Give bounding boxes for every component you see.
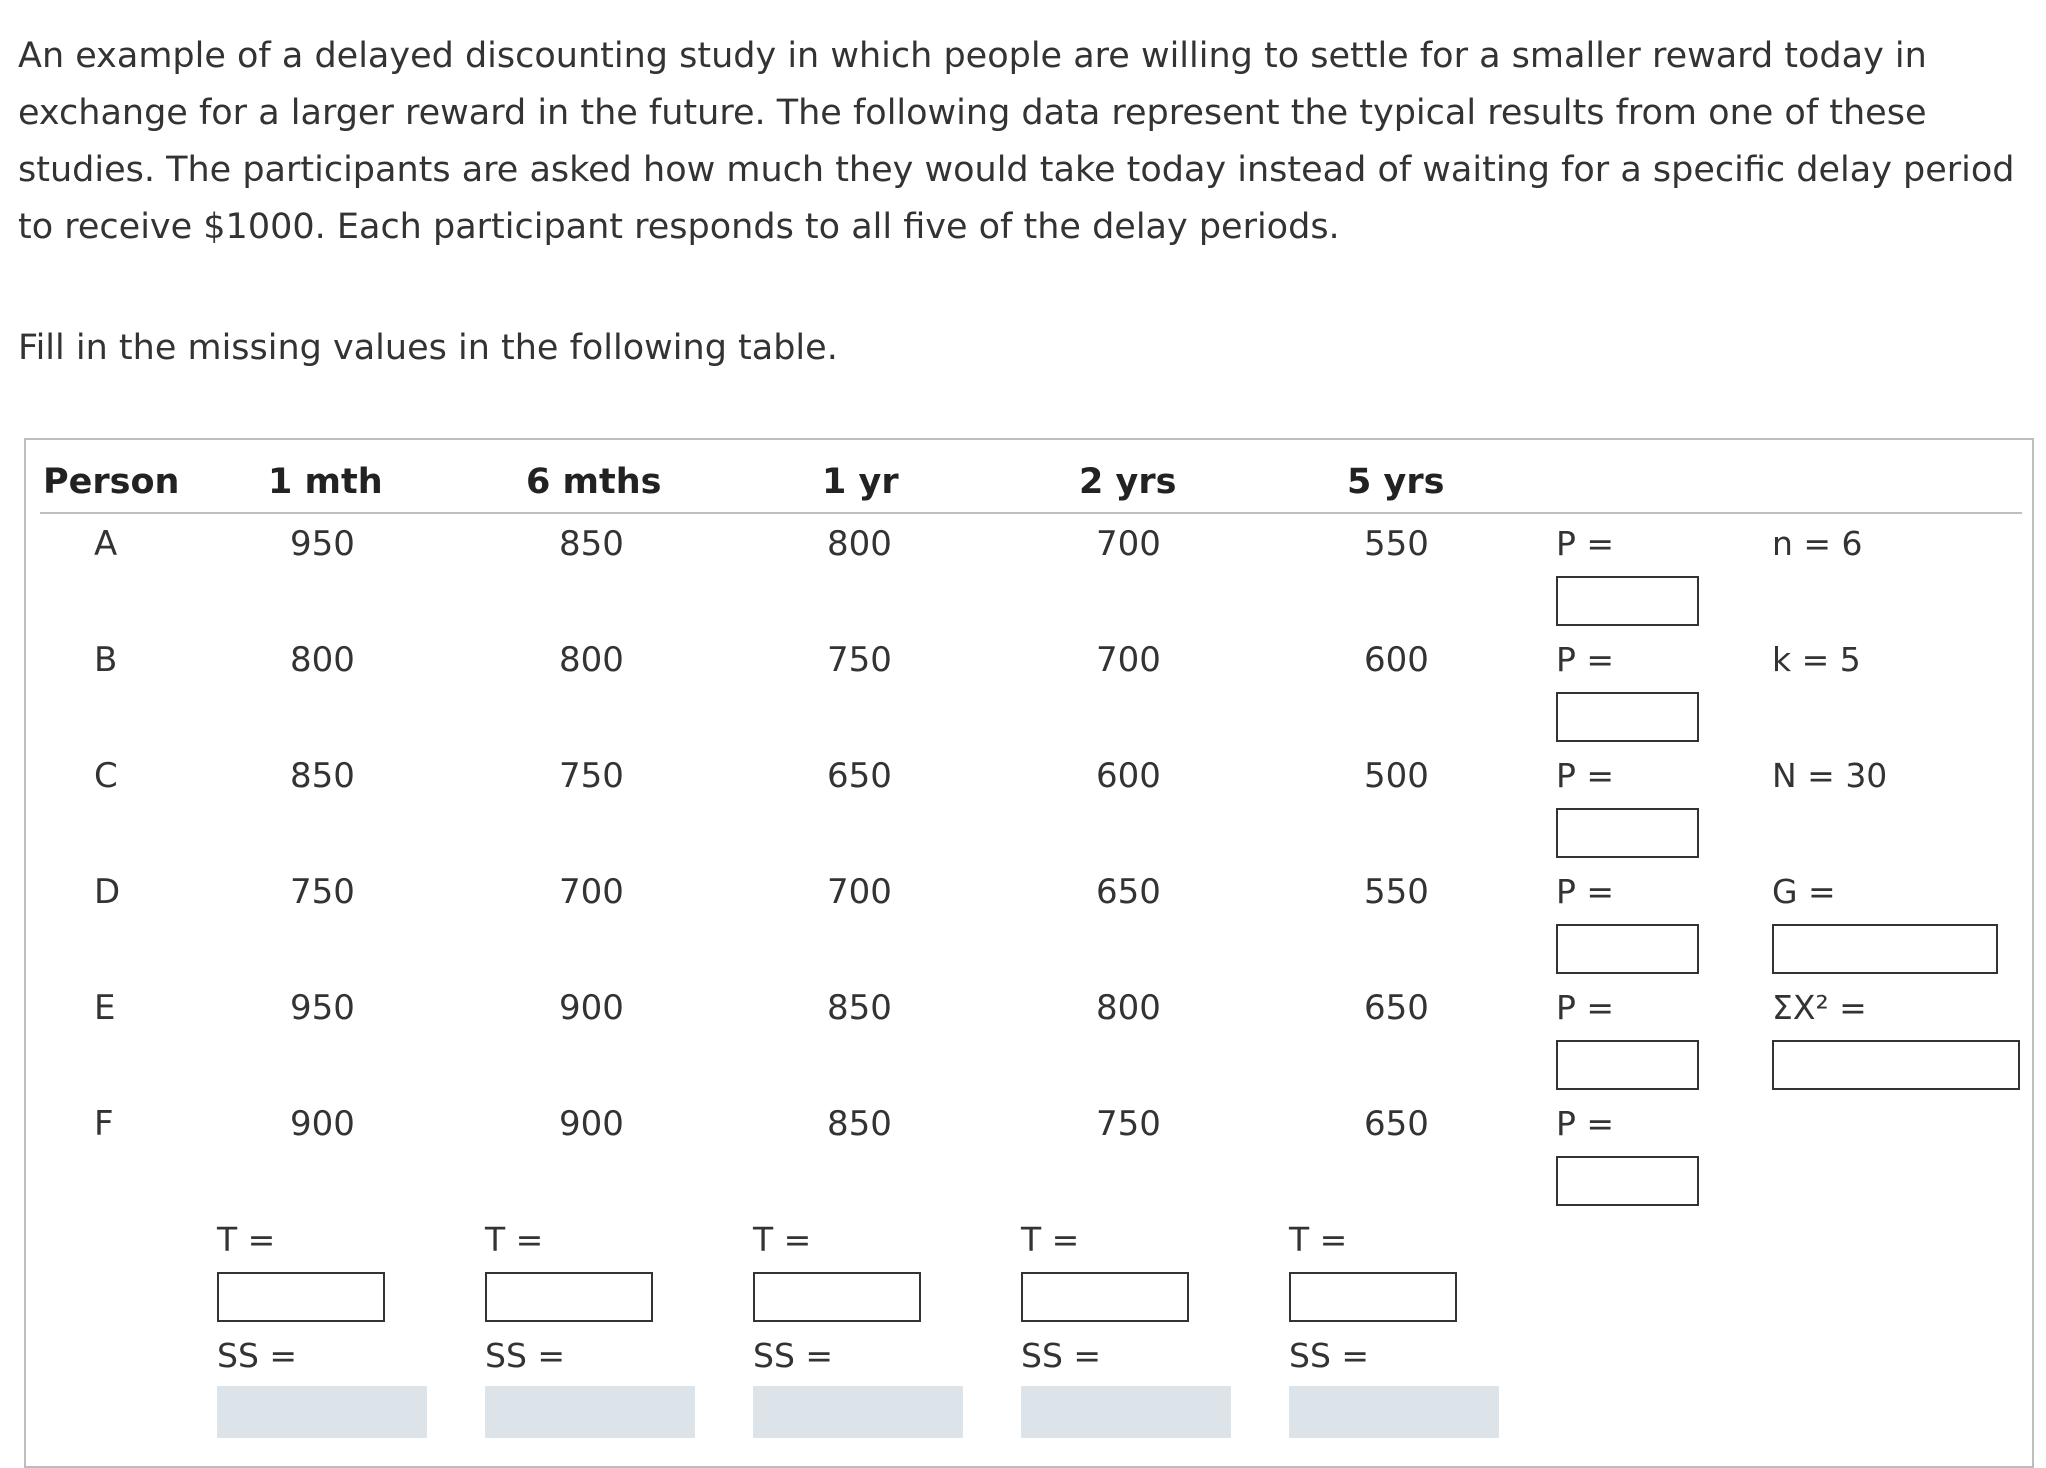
value-cell: 650: [1364, 988, 1429, 1028]
person-label: E: [94, 988, 116, 1028]
header-2-yrs: 2 yrs: [1079, 462, 1177, 502]
value-cell: 800: [559, 640, 624, 680]
ss-input-5-yrs[interactable]: [1289, 1386, 1499, 1438]
t-label: T =: [217, 1220, 276, 1259]
value-cell: 650: [827, 756, 892, 796]
header-1-mth: 1 mth: [268, 462, 383, 502]
p-input-f[interactable]: [1556, 1156, 1699, 1206]
value-cell: 750: [1096, 1104, 1161, 1144]
person-label: C: [94, 756, 118, 796]
person-label: A: [94, 524, 118, 564]
n-stat: n = 6: [1772, 524, 1863, 563]
sum-x-squared-input[interactable]: [1772, 1040, 2020, 1090]
value-cell: 550: [1364, 524, 1429, 564]
p-label: P =: [1556, 1104, 1615, 1143]
value-cell: 900: [559, 1104, 624, 1144]
value-cell: 600: [1364, 640, 1429, 680]
person-label: B: [94, 640, 118, 680]
t-input-1-mth[interactable]: [217, 1272, 385, 1322]
ss-label: SS =: [753, 1336, 834, 1375]
p-input-a[interactable]: [1556, 576, 1699, 626]
value-cell: 950: [290, 524, 355, 564]
p-input-d[interactable]: [1556, 924, 1699, 974]
k-stat: k = 5: [1772, 640, 1861, 679]
g-input[interactable]: [1772, 924, 1998, 974]
ss-label: SS =: [217, 1336, 298, 1375]
t-label: T =: [753, 1220, 812, 1259]
instruction-text: Fill in the missing values in the following table.: [18, 328, 838, 368]
value-cell: 500: [1364, 756, 1429, 796]
header-6-mths: 6 mths: [526, 462, 662, 502]
ss-label: SS =: [485, 1336, 566, 1375]
ss-input-1-yr[interactable]: [753, 1386, 963, 1438]
t-input-1-yr[interactable]: [753, 1272, 921, 1322]
value-cell: 800: [290, 640, 355, 680]
value-cell: 700: [559, 872, 624, 912]
value-cell: 700: [1096, 524, 1161, 564]
value-cell: 850: [827, 988, 892, 1028]
big-n-stat: N = 30: [1772, 756, 1888, 795]
p-label: P =: [1556, 640, 1615, 679]
p-label: P =: [1556, 756, 1615, 795]
value-cell: 950: [290, 988, 355, 1028]
value-cell: 650: [1096, 872, 1161, 912]
value-cell: 750: [559, 756, 624, 796]
t-input-6-mths[interactable]: [485, 1272, 653, 1322]
p-label: P =: [1556, 988, 1615, 1027]
data-table: [24, 438, 2034, 1468]
ss-input-2-yrs[interactable]: [1021, 1386, 1231, 1438]
intro-text: An example of a delayed discounting study in which people are willing to settle for a smaller reward today in exchange for a larger reward in the future. The following data represent the typical results from one of these studies. The participants are asked how much they would take today instead of waiting for a specific delay period to receive $1000. Each participant responds to all five of the delay periods.: [18, 36, 2015, 247]
value-cell: 700: [1096, 640, 1161, 680]
header-person: Person: [43, 462, 180, 502]
value-cell: 800: [827, 524, 892, 564]
p-input-c[interactable]: [1556, 808, 1699, 858]
header-5-yrs: 5 yrs: [1347, 462, 1445, 502]
g-label: G =: [1772, 872, 1836, 911]
value-cell: 850: [827, 1104, 892, 1144]
value-cell: 600: [1096, 756, 1161, 796]
value-cell: 900: [559, 988, 624, 1028]
ss-label: SS =: [1021, 1336, 1102, 1375]
ss-input-6-mths[interactable]: [485, 1386, 695, 1438]
value-cell: 750: [827, 640, 892, 680]
p-label: P =: [1556, 524, 1615, 563]
value-cell: 900: [290, 1104, 355, 1144]
header-divider: [40, 512, 2022, 514]
value-cell: 850: [559, 524, 624, 564]
p-label: P =: [1556, 872, 1615, 911]
p-input-e[interactable]: [1556, 1040, 1699, 1090]
sum-x-squared-label: ΣX² =: [1772, 988, 1867, 1027]
value-cell: 800: [1096, 988, 1161, 1028]
t-input-5-yrs[interactable]: [1289, 1272, 1457, 1322]
t-label: T =: [1021, 1220, 1080, 1259]
person-label: F: [94, 1104, 114, 1144]
t-input-2-yrs[interactable]: [1021, 1272, 1189, 1322]
value-cell: 550: [1364, 872, 1429, 912]
person-label: D: [94, 872, 121, 912]
value-cell: 700: [827, 872, 892, 912]
value-cell: 750: [290, 872, 355, 912]
value-cell: 650: [1364, 1104, 1429, 1144]
t-label: T =: [485, 1220, 544, 1259]
header-1-yr: 1 yr: [822, 462, 899, 502]
ss-input-1-mth[interactable]: [217, 1386, 427, 1438]
value-cell: 850: [290, 756, 355, 796]
p-input-b[interactable]: [1556, 692, 1699, 742]
t-label: T =: [1289, 1220, 1348, 1259]
ss-label: SS =: [1289, 1336, 1370, 1375]
